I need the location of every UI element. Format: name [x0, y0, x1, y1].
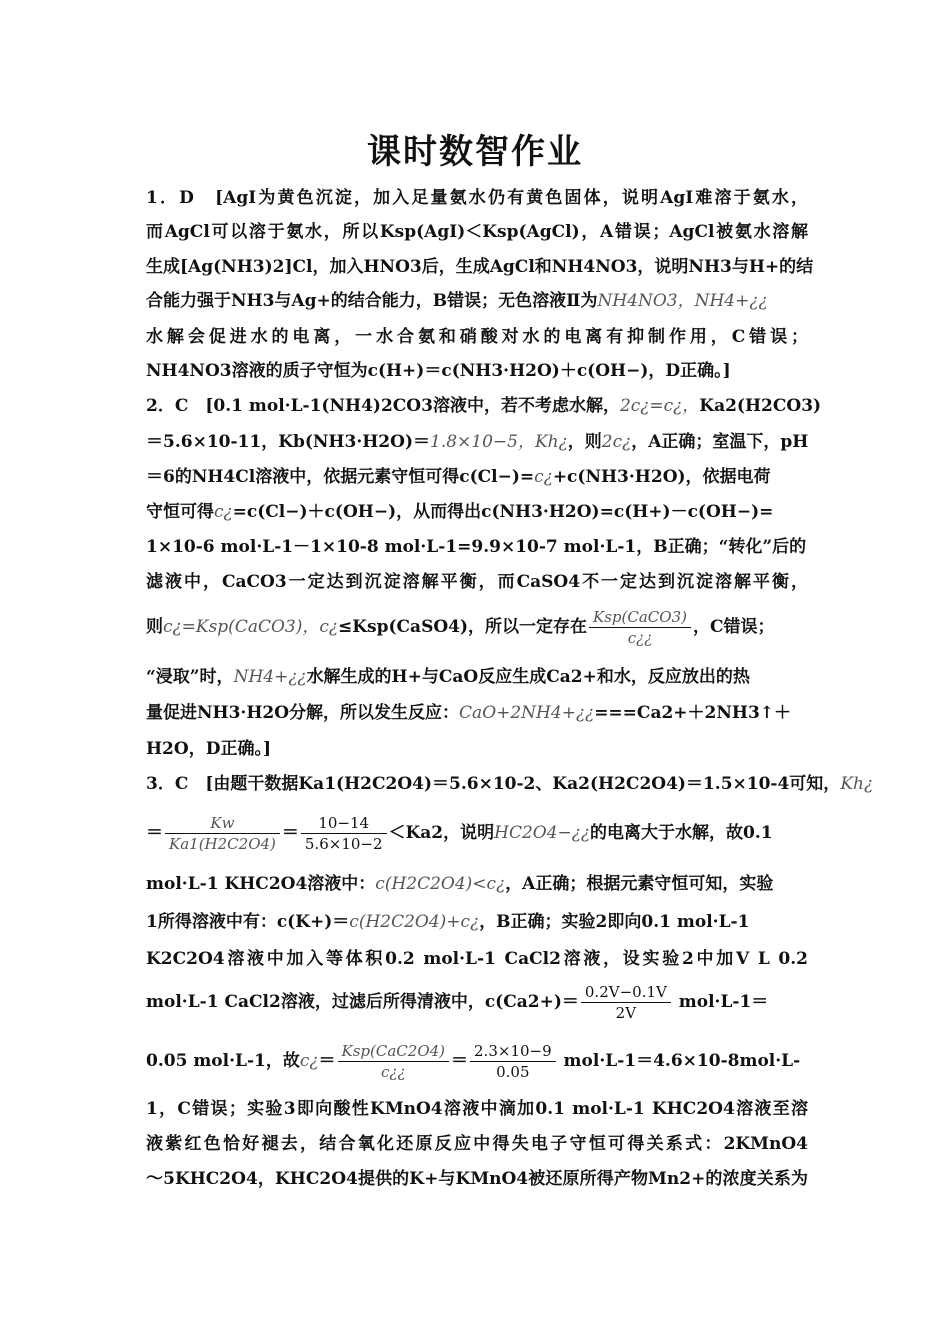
- q1-line-4: [146, 289, 808, 313]
- q2-line-1: [146, 394, 822, 418]
- q2-line-9-a: 量促进NH3·H2O分解，所以发生反应：: [146, 703, 460, 723]
- q3-line-2: [146, 807, 808, 859]
- q2-fraction-numerator: Ksp(CaCO3): [589, 607, 691, 628]
- q3-line-2-formula: HC2O4−¿¿: [494, 823, 591, 843]
- q2-line-9-c: ===Ca2+＋2NH3↑＋: [594, 703, 792, 723]
- q3-line-8: 1，C错误；实验3即向酸性KMnO4溶液中滴加0.1 mol·L-1 KHC2O4溶液至溶: [146, 1099, 808, 1119]
- q3-fraction-ksp: [338, 1041, 450, 1082]
- q2-line-4: [146, 500, 808, 524]
- q3-fraction-kw-denominator: Ka1(H2C2O4): [169, 835, 276, 853]
- q2-line-3-formula: c¿: [534, 467, 553, 487]
- q1-line-4-formula: NH4NO3，NH4+¿¿: [597, 291, 768, 311]
- q3-fraction-result-denominator: 0.05: [496, 1063, 530, 1081]
- q3-line-7: [146, 1036, 808, 1086]
- q3-line-3-formula: c(H2C2O4)<c¿: [375, 874, 506, 894]
- q2-line-9: [146, 701, 808, 725]
- q1-line-3: 生成[Ag(NH3)2]Cl，加入HNO3后，生成AgCl和NH4NO3，说明NH3与H+的结: [146, 257, 814, 277]
- q3-fraction-kw: [165, 813, 280, 854]
- q3-line-1-a: 3．C [由题干数据Ka1(H2C2O4)＝5.6×10-2、Ka2(H2C2O4)＝1.5×10-4可知，: [146, 774, 841, 794]
- q2-line-2-e: ，A正确；室温下，pH: [631, 432, 809, 452]
- q3-fraction-value-numerator: 10−14: [301, 813, 387, 834]
- q2-line-2-c: ，则: [567, 432, 602, 452]
- page-title: 课时数智作业: [367, 132, 583, 172]
- q2-line-2: [146, 430, 808, 454]
- q3-line-9: 液紫红色恰好褪去，结合氧化还原反应中得失电子守恒可得关系式：2KMnO4: [146, 1134, 808, 1154]
- q3-fraction-value-denominator: 5.6×10−2: [304, 835, 383, 853]
- q1-line-6: NH4NO3溶液的质子守恒为c(H+)＝c(NH3·H2O)＋c(OH−)，D正确。]: [146, 361, 731, 381]
- q3-line-7-formula: c¿: [299, 1051, 319, 1071]
- q2-line-1-formula: 2c¿=c¿，: [619, 396, 700, 416]
- q1-line-2: 而AgCl可以溶于氨水，所以Ksp(AgI)＜Ksp(AgCl)，A错误；AgCl被氨水溶解: [146, 222, 808, 242]
- q2-line-4-c: =c(Cl−)＋c(OH−)，从而得出c(NH3·H2O)=c(H+)－c(OH−)=: [232, 502, 774, 522]
- q2-fraction: [589, 607, 691, 648]
- q2-line-3-a: ＝6的NH4Cl溶液中，依据元素守恒可得c(Cl−)=: [146, 467, 535, 487]
- q3-fraction-ca-denominator: 2V: [615, 1004, 637, 1022]
- q3-line-4-formula: c(H2C2O4)+c¿: [349, 912, 480, 932]
- q3-line-2-c: ＜Ka2，说明: [388, 823, 495, 843]
- q2-line-4-a: 守恒可得: [146, 502, 214, 522]
- q3-line-7-a: 0.05 mol·L-1，故: [146, 1051, 300, 1071]
- q2-line-7-c: ≤Ksp(CaSO4)，所以一定存在: [338, 617, 588, 637]
- q2-line-4-formula: c¿: [214, 502, 233, 522]
- q2-line-1-text: 2．C [0.1 mol·L-1(NH4)2CO3溶液中，若不考虑水解，: [146, 396, 620, 416]
- q3-line-1-formula: Kh¿: [840, 774, 874, 794]
- q1-line-1: 1．D [AgI为黄色沉淀，加入足量氨水仍有黄色固体，说明AgI难溶于氨水，: [146, 188, 808, 208]
- q1-line-4-text: 合能力强于NH3与Ag+的结合能力，B错误；无色溶液Ⅱ为: [146, 291, 598, 311]
- q2-line-6: 滤液中，CaCO3一定达到沉淀溶解平衡，而CaSO4不一定达到沉淀溶解平衡，: [146, 572, 808, 592]
- q3-line-6: [146, 978, 808, 1026]
- q2-line-10: H2O，D正确。]: [146, 739, 271, 759]
- q3-line-10: ～5KHC2O4，KHC2O4提供的K+与KMnO4被还原所得产物Mn2+的浓度关系为: [146, 1169, 808, 1189]
- q3-fraction-ca: [581, 982, 671, 1023]
- q3-line-5: K2C2O4溶液中加入等体积0.2 mol·L-1 CaCl2溶液，设实验2中加V L 0.2: [146, 949, 808, 969]
- q3-line-3: [146, 872, 808, 896]
- q3-line-6-a: mol·L-1 CaCl2溶液，过滤后所得清液中，c(Ca2+)＝: [146, 992, 579, 1012]
- q2-line-3: [146, 465, 808, 489]
- q2-line-8-a: “浸取”时，: [146, 667, 234, 687]
- q2-line-2-formula-2: 2c¿: [601, 432, 632, 452]
- q2-line-8-formula: NH4+¿¿: [233, 667, 307, 687]
- q3-fraction-ksp-denominator: c¿¿: [381, 1063, 406, 1081]
- q3-fraction-ksp-numerator: Ksp(CaC2O4): [338, 1041, 450, 1062]
- q3-line-6-b: mol·L-1＝: [672, 992, 769, 1012]
- q3-line-4-a: 1所得溶液中有：c(K+)＝: [146, 912, 350, 932]
- q2-line-5: 1×10-6 mol·L-1－1×10-8 mol·L-1=9.9×10-7 mol·L-1，B正确；“转化”后的: [146, 537, 807, 557]
- q2-line-7-formula: c¿=Ksp(CaCO3)，c¿: [163, 617, 338, 637]
- q3-line-3-a: mol·L-1 KHC2O4溶液中：: [146, 874, 376, 894]
- q2-line-7-d: ，C错误；: [692, 617, 775, 637]
- q2-line-8: [146, 665, 808, 689]
- q3-line-2-a: ＝: [146, 823, 163, 843]
- q3-fraction-result: [470, 1041, 556, 1082]
- q3-line-7-c: ＝: [318, 1051, 336, 1071]
- q2-line-1-tail: Ka2(H2CO3): [699, 396, 822, 416]
- q3-line-2-e: 的电离大于水解，故0.1: [590, 823, 773, 843]
- q3-line-1: [146, 772, 874, 796]
- q3-line-4: [146, 910, 808, 934]
- q2-line-2-a: ＝5.6×10-11，Kb(NH3·H2O)＝: [146, 432, 430, 452]
- q3-fraction-result-numerator: 2.3×10−9: [470, 1041, 556, 1062]
- q1-line-5: 水解会促进水的电离，一水合氨和硝酸对水的电离有抑制作用，C错误；: [146, 327, 808, 347]
- q3-line-4-c: ，B正确；实验2即向0.1 mol·L-1: [479, 912, 750, 932]
- q2-line-7-a: 则: [146, 617, 163, 637]
- q3-line-3-c: ，A正确；根据元素守恒可知，实验: [505, 874, 774, 894]
- q2-line-7: [146, 603, 808, 651]
- q3-line-7-d: ＝: [451, 1051, 469, 1071]
- q2-line-2-formula: 1.8×10−5，Kh¿: [430, 432, 568, 452]
- q2-fraction-denominator: c¿¿: [627, 629, 653, 647]
- q3-fraction-ca-numerator: 0.2V−0.1V: [581, 982, 671, 1003]
- q3-fraction-kw-numerator: Kw: [165, 813, 280, 834]
- q3-fraction-value: [301, 813, 387, 854]
- q3-line-2-b: ＝: [281, 823, 299, 843]
- q2-line-9-formula: CaO+2NH4+¿¿: [459, 703, 595, 723]
- q2-line-3-c: +c(NH3·H2O)，依据电荷: [552, 467, 771, 487]
- q3-line-7-e: mol·L-1＝4.6×10-8mol·L-: [557, 1051, 801, 1071]
- q2-line-8-c: 水解生成的H+与CaO反应生成Ca2+和水，反应放出的热: [306, 667, 750, 687]
